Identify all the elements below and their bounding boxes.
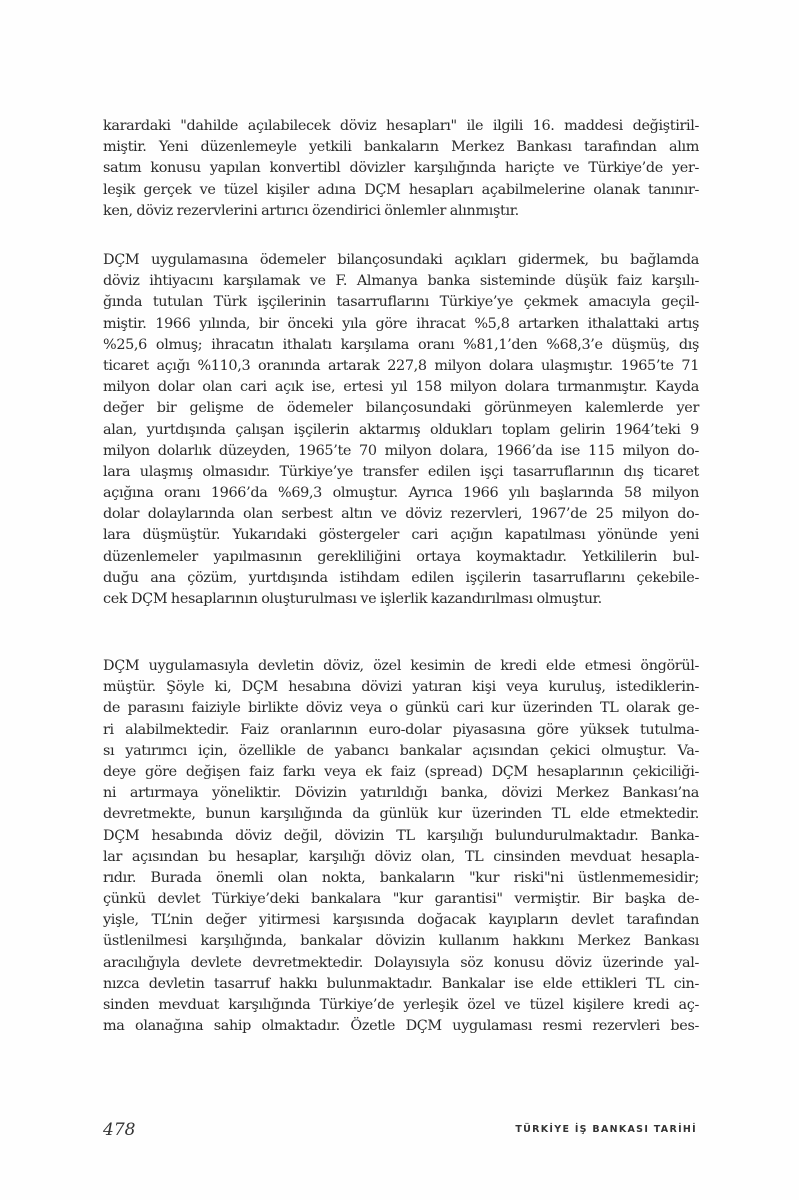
text-line: cek DÇM hesaplarının oluşturulması ve işlerlik kazandırılması olmuştur.: [103, 591, 602, 607]
text-line: miştir. Yeni düzenlemeyle yetkili bankaların Merkez Bankası tarafından alım: [103, 139, 699, 156]
text-line: alan, yurtdışında çalışan işçilerin aktarmış oldukları toplam gelirin 1964’teki 9: [103, 421, 699, 438]
text-line: düzenlemeler yapılmasının gerekliliğini ortaya koymaktadır. Yetkililerin bul-: [103, 548, 699, 565]
text-line: DÇM uygulamasıyla devletin döviz, özel kesimin de kredi elde etmesi öngörül-: [103, 658, 699, 674]
text-line: açığına oranı 1966’da %69,3 olmuştur. Ayrıca 1966 yılı başlarında 58 milyon: [103, 485, 699, 502]
paragraph-3: [103, 656, 699, 1037]
text-line: sı yatırımcı için, özellikle de yabancı bankalar açısından çekici olmuştur. Va-: [103, 742, 699, 759]
page-number: 478: [103, 1120, 136, 1140]
text-line: miştir. 1966 yılında, bir önceki yıla göre ihracat %5,8 artarken ithalattaki artış: [103, 315, 699, 332]
text-line: satım konusu yapılan konvertibl dövizler karşılığında hariçte ve Türkiye’de yer-: [103, 160, 699, 177]
text-line: devretmekte, bunun karşılığında da günlük kur üzerinden TL elde etmektedir.: [103, 806, 699, 823]
text-line: ni artırmaya yöneliktir. Dövizin yatırıldığı banka, dövizi Merkez Bankası’na: [103, 785, 699, 802]
paragraph-2: [103, 250, 699, 610]
text-line: lar açısından bu hesaplar, karşılığı döviz olan, TL cinsinden mevduat hesapla-: [103, 848, 699, 865]
running-footer-title: TÜRKİYE İŞ BANKASI TARİHİ: [515, 1124, 697, 1135]
text-line: deye göre değişen faiz farkı veya ek faiz (spread) DÇM hesaplarının çekiciliği-: [103, 763, 699, 780]
text-line: ma olanağına sahip olmaktadır. Özetle DÇM uygulaması resmi rezervleri bes-: [103, 1018, 699, 1035]
text-line: sinden mevduat karşılığında Türkiye’de yerleşik özel ve tüzel kişilere kredi aç-: [103, 997, 699, 1013]
text-line: ticaret açığı %110,3 oranında artarak 227,8 milyon dolara ulaşmıştır. 1965’te 71: [103, 357, 699, 374]
text-line: DÇM hesabında döviz değil, dövizin TL karşılığı bulundurulmaktadır. Banka-: [103, 827, 699, 844]
text-line: lara düşmüştür. Yukarıdaki göstergeler cari açığın kapatılması yönünde yeni: [103, 527, 699, 544]
text-line: yişle, TL’nin değer yitirmesi karşısında doğacak kayıpların devlet tarafından: [103, 912, 699, 929]
text-line: ken, döviz rezervlerini artırıcı özendirici önlemler alınmıştır.: [103, 202, 519, 219]
text-line: değer bir gelişme de ödemeler bilançosundaki görünmeyen kalemlerde yer: [103, 400, 699, 417]
text-line: müştür. Şöyle ki, DÇM hesabına dövizi yatıran kişi veya kuruluş, istediklerin-: [103, 679, 699, 696]
text-line: lara ulaşmış olmasıdır. Türkiye’ye transfer edilen işçi tasarruflarının dış ticaret: [103, 463, 699, 480]
text-line: aracılığıyla devlete devretmektedir. Dolayısıyla söz konusu döviz üzerinde yal-: [103, 954, 699, 971]
text-line: de parasını faiziyle birlikte döviz veya o günkü cari kur üzerinden TL olarak ge-: [103, 700, 699, 717]
text-line: dolar dolaylarında olan serbest altın ve döviz rezervleri, 1967’de 25 milyon do-: [103, 506, 699, 523]
text-line: ri alabilmektedir. Faiz oranlarının euro-dolar piyasasına göre yüksek tutulma-: [103, 721, 699, 738]
text-line: nızca devletin tasarruf hakkı bulunmaktadır. Bankalar ise elde ettikleri TL cin-: [103, 975, 699, 992]
text-line: milyon dolar olan cari açık ise, ertesi yıl 158 milyon dolara tırmanmıştır. Kayda: [103, 379, 699, 396]
text-line: %25,6 olmuş; ihracatın ithalatı karşılama oranı %81,1’den %68,3’e düşmüş, dış: [103, 336, 699, 353]
text-line: ğında tutulan Türk işçilerinin tasarruflarını Türkiye’ye çekmek amacıyla geçil-: [103, 294, 699, 311]
text-line: milyon dolarlık düzeyden, 1965’te 70 milyon dolara, 1966’da ise 115 milyon do-: [103, 442, 699, 459]
text-line: üstlenilmesi karşılığında, bankalar dövizin kullanım hakkını Merkez Bankası: [103, 933, 699, 950]
text-line: duğu ana çözüm, yurtdışında istihdam edilen işçilerin tasarruflarını çekebile-: [103, 569, 699, 586]
text-line: leşik gerçek ve tüzel kişiler adına DÇM hesapları açabilmelerine olanak tanınır-: [103, 181, 699, 198]
text-line: çünkü devlet Türkiye’deki bankalara "kur garantisi" vermiştir. Bir başka de-: [103, 891, 699, 908]
text-line: karardaki "dahilde açılabilecek döviz hesapları" ile ilgili 16. maddesi değiştiril-: [103, 118, 699, 134]
text-line: DÇM uygulamasına ödemeler bilançosundaki açıkları gidermek, bu bağlamda: [103, 252, 699, 268]
text-line: döviz ihtiyacını karşılamak ve F. Almanya banka sisteminde düşük faiz karşılı-: [103, 273, 699, 290]
text-line: rıdır. Burada önemli olan nokta, bankaların "kur riski"ni üstlenmemesidir;: [103, 869, 699, 886]
paragraph-1: [103, 116, 699, 222]
